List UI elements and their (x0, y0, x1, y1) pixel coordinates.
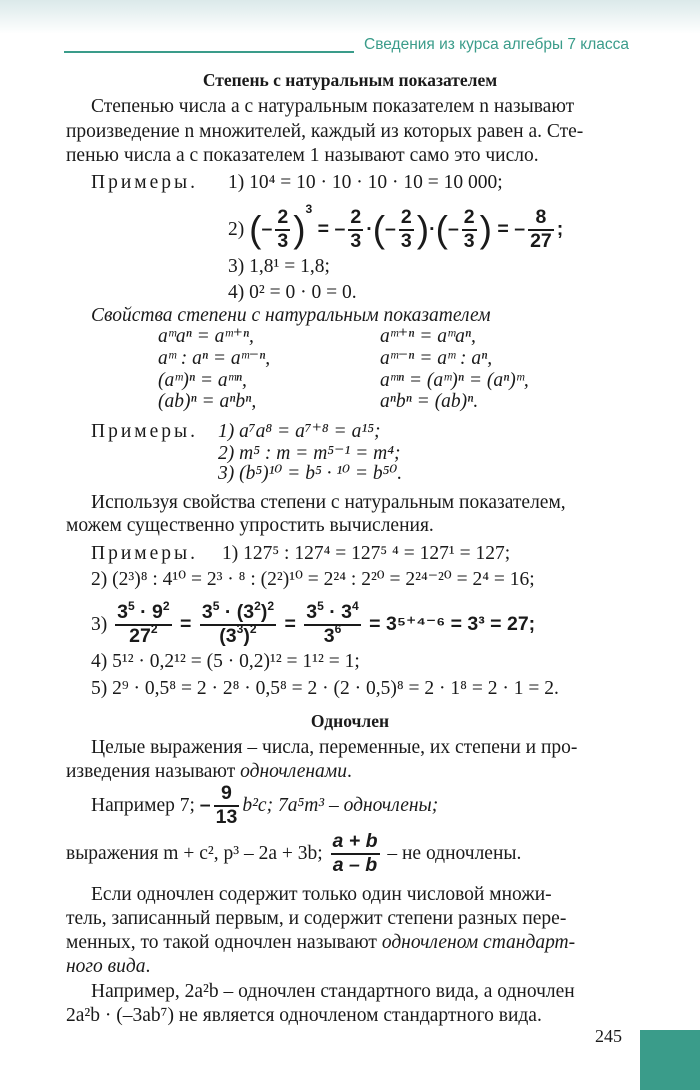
running-header: Сведения из курса алгебры 7 класса (364, 36, 630, 53)
calc-example-3-label: 3) (91, 614, 108, 635)
non-monomial-example-line (66, 826, 521, 880)
standard-def-end: . (145, 956, 151, 977)
fraction-calc-b: $\frac{3^5 \cdot (3^2)^2}{(3^3)^2}$ (201, 598, 275, 647)
fraction-2-3: $\frac{2}{3}$ (400, 206, 412, 252)
usage-line-2: можем существенно упростить вычисления. (66, 515, 434, 536)
example-2: 2) (– $\frac{2}{3}$ )$^3$ = – $\frac{2}{3}$ ·(– $\frac{2}{3}$ )·(– $\frac{2}{3}$ ) = – $\frac{8}{27}$ ; (228, 202, 564, 252)
standard-example-line-1: Например, 2a²b – одночлен стандартного вида, а одночлен (91, 981, 575, 1002)
page-number: 245 (595, 1026, 622, 1046)
standard-example-line-2: 2a²b · (–3ab⁷) не является одночленом стандартного вида. (66, 1005, 542, 1026)
standard-def-line-4 (66, 955, 150, 979)
examples-label: Примеры. (91, 421, 198, 442)
fraction-2-3: $\frac{2}{3}$ (350, 206, 362, 252)
standard-def-line-1: Если одночлен содержит только один числовой множи- (91, 884, 552, 905)
property-right-1: aᵐ⁺ⁿ = aᵐaⁿ, (380, 326, 476, 347)
property-left-1: aᵐaⁿ = aᵐ⁺ⁿ, (158, 326, 254, 347)
examples-label: Примеры. (91, 172, 198, 193)
monomial-example-rest: b²c; 7a⁵m³ – одночлены; (242, 795, 439, 816)
power-example-3: 3) (b⁵)¹⁰ = b⁵ · ¹⁰ = b⁵⁰. (218, 463, 403, 484)
fraction-calc-c: $\frac{3^5 \cdot 3^4}{3^6}$ (306, 598, 359, 647)
section-title-power: Степень с натуральным показателем (202, 70, 498, 90)
power-example-1: 1) a⁷a⁸ = a⁷⁺⁸ = a¹⁵; (218, 421, 381, 442)
property-left-4: (ab)ⁿ = aⁿbⁿ, (158, 391, 257, 412)
calc-example-4: 4) 5¹² · 0,2¹² = (5 · 0,2)¹² = 1¹² = 1; (91, 651, 360, 672)
calc-example-1: 1) 127⁵ : 127⁴ = 127⁵ ⁴ = 127¹ = 127; (222, 543, 511, 564)
header-rule (64, 51, 354, 53)
fraction-a-plus-b-over-a-minus-b: $\frac{a + b}{a - b}$ (332, 830, 378, 876)
monomial-example-line: Например 7; – $\frac{9}{13}$ b²c; 7a⁵m³ – одночлены; (91, 782, 439, 828)
calc-example-5: 5) 2⁹ · 0,5⁸ = 2 · 2⁸ · 0,5⁸ = 2 · (2 · 0,5)⁸ = 2 · 1⁸ = 2 · 1 = 2. (91, 678, 559, 699)
top-band (0, 0, 700, 34)
property-left-2: aᵐ : aⁿ = aᵐ⁻ⁿ, (158, 348, 271, 369)
definition-line-3: пенью числа a с показателем 1 называют само это число. (66, 145, 539, 166)
usage-line-1: Используя свойства степени с натуральным показателем, (91, 492, 566, 513)
definition-line-1: Степенью числа a с натуральным показателем n называют (91, 96, 575, 117)
non-monomial-example-start: выражения m + c², p³ – 2a + 3b; (66, 843, 323, 864)
section-title-monomial: Одночлен (310, 711, 390, 731)
standard-def-line-3 (66, 931, 575, 955)
fraction-2-3: $\frac{2}{3}$ (277, 206, 289, 252)
example-1: 1) 10⁴ = 10 · 10 · 10 · 10 = 10 000; (228, 172, 503, 193)
definition-line-2: произведение n множителей, каждый из которых равен a. Сте- (66, 121, 584, 142)
monomial-def-text: изведения называют (66, 761, 236, 782)
non-monomial-example-end: – не одночлены. (387, 843, 522, 864)
property-right-3: aᵐⁿ = (aᵐ)ⁿ = (aⁿ)ᵐ, (380, 370, 529, 391)
monomial-def-end: . (346, 761, 352, 782)
power-example-2: 2) m⁵ : m = m⁵⁻¹ = m⁴; (218, 443, 401, 464)
property-right-2: aᵐ⁻ⁿ = aᵐ : aⁿ, (380, 348, 493, 369)
monomial-def-line-1: Целые выражения – числа, переменные, их степени и про- (91, 737, 578, 758)
fraction-calc-a: $\frac{3^5 \cdot 9^2}{27^2}$ (117, 598, 170, 647)
calc-example-3-result: = 3⁵⁺⁴⁻⁶ = 3³ = 27; (369, 613, 536, 635)
calc-example-3: 3) $\frac{3^5 \cdot 9^2}{27^2}$ = $\frac{3^5 \cdot (3^2)^2}{(3^3)^2}$ = $\frac{3^5 \cdot 3^4}{3^6}$ = 3⁵⁺⁴⁻⁶ = 3³ = 27; (91, 598, 536, 647)
fraction-9-13: $\frac{9}{13}$ (215, 782, 238, 828)
properties-title: Свойства степени с натуральным показателем (91, 305, 491, 326)
calc-example-2: 2) (2³)⁸ : 4¹⁰ = 2³ · ⁸ : (2²)¹⁰ = 2²⁴ : 2²⁰ = 2²⁴⁻²⁰ = 2⁴ = 16; (91, 569, 535, 590)
property-left-3: (aᵐ)ⁿ = aᵐⁿ, (158, 370, 247, 391)
standard-term-part-2: ного вида (66, 956, 146, 977)
example-4: 4) 0² = 0 · 0 = 0. (228, 282, 357, 303)
monomial-term: одночленами (240, 761, 347, 782)
fraction-8-27: $\frac{8}{27}$ (530, 206, 552, 252)
standard-term-part-1: одночленом стандарт- (381, 932, 576, 953)
fraction-2-3: $\frac{2}{3}$ (463, 206, 475, 252)
property-right-4: aⁿbⁿ = (ab)ⁿ. (380, 391, 479, 412)
example-2-label: 2) (228, 219, 245, 240)
example-3: 3) 1,8¹ = 1,8; (228, 256, 330, 277)
page-corner-tab (640, 1030, 700, 1090)
standard-def-line-2: тель, записанный первым, и содержит степени разных пере- (66, 908, 567, 929)
examples-label: Примеры. (91, 543, 198, 564)
monomial-example-start: Например 7; (91, 795, 195, 816)
standard-def-text: менных, то такой одночлен называют (66, 932, 377, 953)
